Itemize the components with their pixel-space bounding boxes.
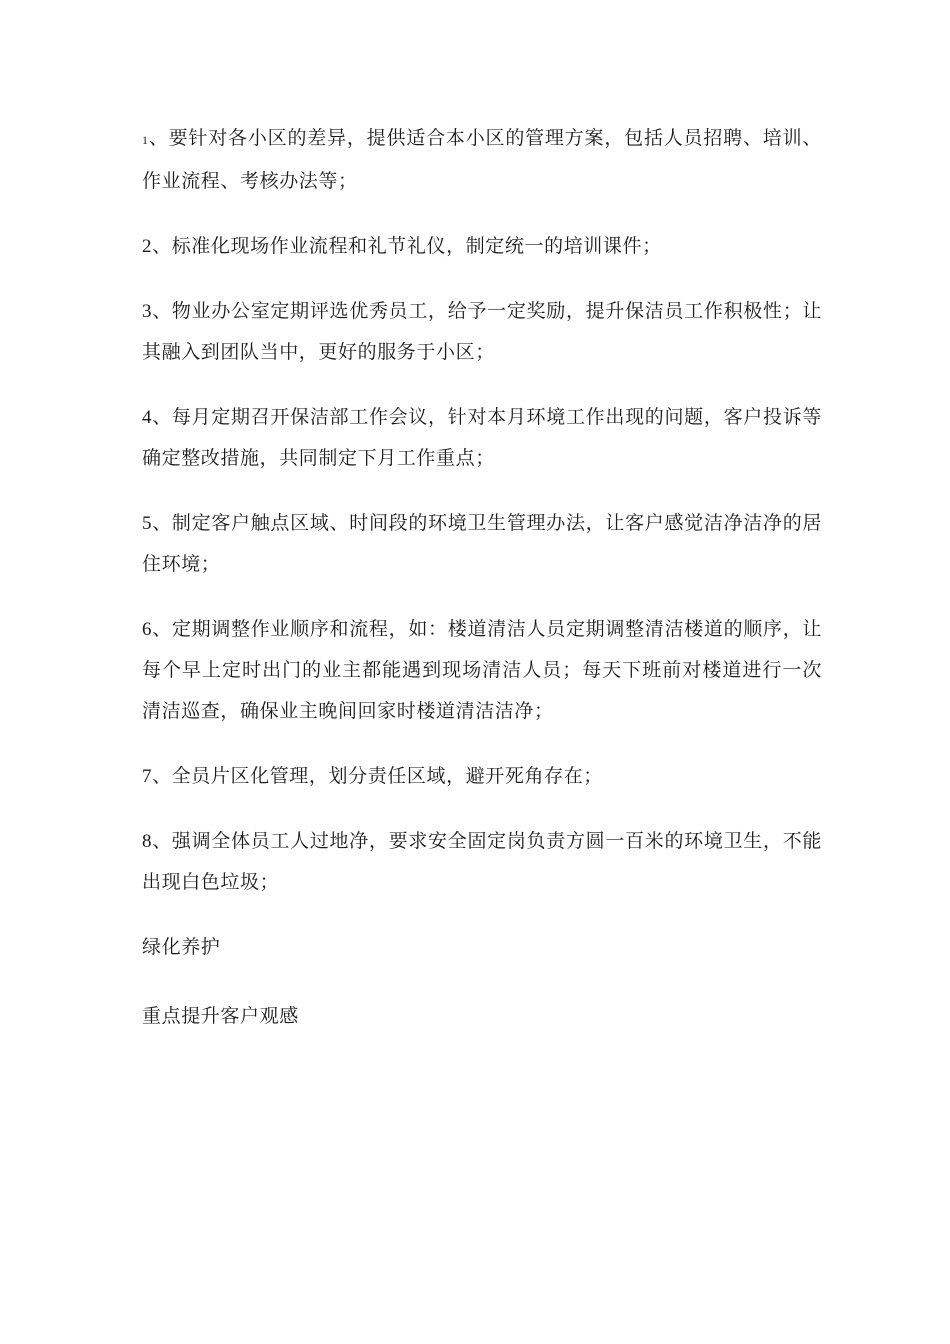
- list-item: [142, 226, 822, 267]
- section-heading-customer-perception: 重点提升客户观感: [142, 1005, 299, 1027]
- item-text: 、全员片区化管理，划分责任区域，避开死角存在；: [152, 765, 603, 787]
- item-number: 2: [142, 236, 153, 257]
- item-text: 、标准化现场作业流程和礼节礼仪，制定统一的培训课件；: [152, 235, 662, 257]
- item-number: 5: [142, 513, 153, 534]
- item-text: 、定期调整作业顺序和流程，如：楼道清洁人员定期调整清洁楼道的顺序，让每个早上定时出门的业主都能遇到现场清洁人员；每天下班前对楼道进行一次清洁巡查，确保业主晚间回家时楼道清洁洁净；: [142, 618, 822, 722]
- list-item: [142, 609, 822, 732]
- item-number: 3: [142, 301, 153, 322]
- item-text: 、强调全体员工人过地净，要求安全固定岗负责方圆一百米的环境卫生，不能出现白色垃圾；: [142, 830, 822, 893]
- item-text: 、要针对各小区的差异，提供适合本小区的管理方案，包括人员招聘、培训、作业流程、考核办法等；: [142, 127, 822, 192]
- item-number: 4: [142, 407, 153, 428]
- list-item: [142, 397, 822, 479]
- list-item: [142, 503, 822, 585]
- list-item: [142, 756, 822, 797]
- section-heading-greening: 绿化养护: [142, 936, 221, 958]
- list-item: [142, 821, 822, 903]
- item-number: 6: [142, 619, 153, 640]
- item-text: 、每月定期召开保洁部工作会议，针对本月环境工作出现的问题，客户投诉等确定整改措施，共同制定下月工作重点；: [142, 406, 822, 469]
- item-number: 7: [142, 766, 153, 787]
- item-text: 、制定客户触点区域、时间段的环境卫生管理办法，让客户感觉洁净洁净的居住环境；: [142, 512, 822, 575]
- item-text: 、物业办公室定期评选优秀员工，给予一定奖励，提升保洁员工作积极性；让其融入到团队当中，更好的服务于小区；: [142, 300, 822, 363]
- list-item: [142, 118, 822, 202]
- document-body: [142, 118, 822, 1065]
- list-item: [142, 291, 822, 373]
- item-number: 1: [142, 133, 149, 147]
- item-number: 8: [142, 831, 153, 852]
